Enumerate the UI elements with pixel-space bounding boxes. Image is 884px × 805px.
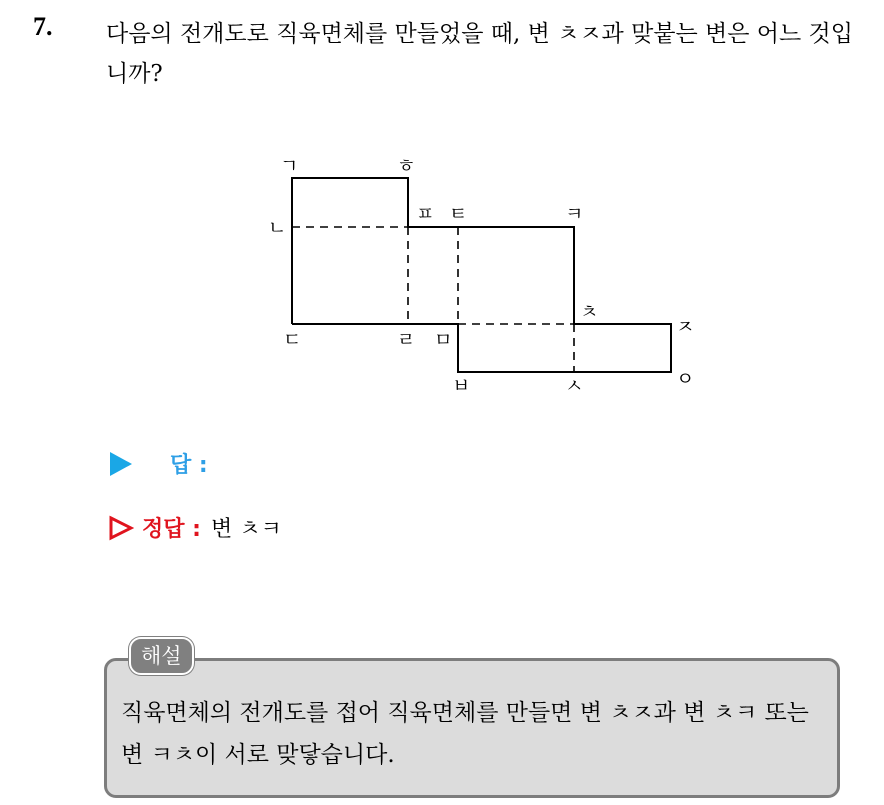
play-triangle-icon xyxy=(110,452,132,476)
vertex-label-t: ㅌ xyxy=(449,203,468,225)
vertex-label-h: ㅎ xyxy=(397,155,416,177)
net-outline-top xyxy=(292,178,671,372)
vertex-label-p: ㅍ xyxy=(416,203,435,225)
net-solid-lines xyxy=(292,178,671,372)
vertex-label-m: ㅁ xyxy=(434,329,453,351)
explanation-text: 직육면체의 전개도를 접어 직육면체를 만들면 변 ㅊㅈ과 변 ㅊㅋ 또는 변 ㅋㅊ이 서로 맞닿습니다. xyxy=(121,700,809,768)
question-text: 다음의 전개도로 직육면체를 만들었을 때, 변 ㅊㅈ과 맞붙는 변은 어느 것입니까? xyxy=(106,21,853,87)
answer-row xyxy=(110,448,208,479)
correct-answer-value: 변 ㅊㅋ xyxy=(210,517,282,542)
explanation-tab: 해설 xyxy=(129,637,194,675)
vertex-label-s: ㅅ xyxy=(565,375,584,397)
net-fold-lines xyxy=(292,227,574,372)
vertex-label-g: ㄱ xyxy=(280,155,299,177)
vertex-label-k: ㅋ xyxy=(565,203,584,225)
net-vertex-labels xyxy=(268,155,694,397)
answer-label: 답 : xyxy=(170,453,208,478)
vertex-label-d: ㄷ xyxy=(283,329,302,351)
question-number: 7. xyxy=(33,12,53,41)
correct-answer-row xyxy=(108,512,282,543)
vertex-label-o: ㅇ xyxy=(676,368,695,390)
vertex-label-r: ㄹ xyxy=(397,329,416,351)
vertex-label-ch: ㅊ xyxy=(580,301,599,323)
vertex-label-n: ㄴ xyxy=(268,217,287,239)
outline-triangle-icon xyxy=(108,515,134,541)
correct-answer-label: 정답 : xyxy=(142,517,201,542)
vertex-label-j: ㅈ xyxy=(676,316,695,338)
vertex-label-b: ㅂ xyxy=(452,375,471,397)
